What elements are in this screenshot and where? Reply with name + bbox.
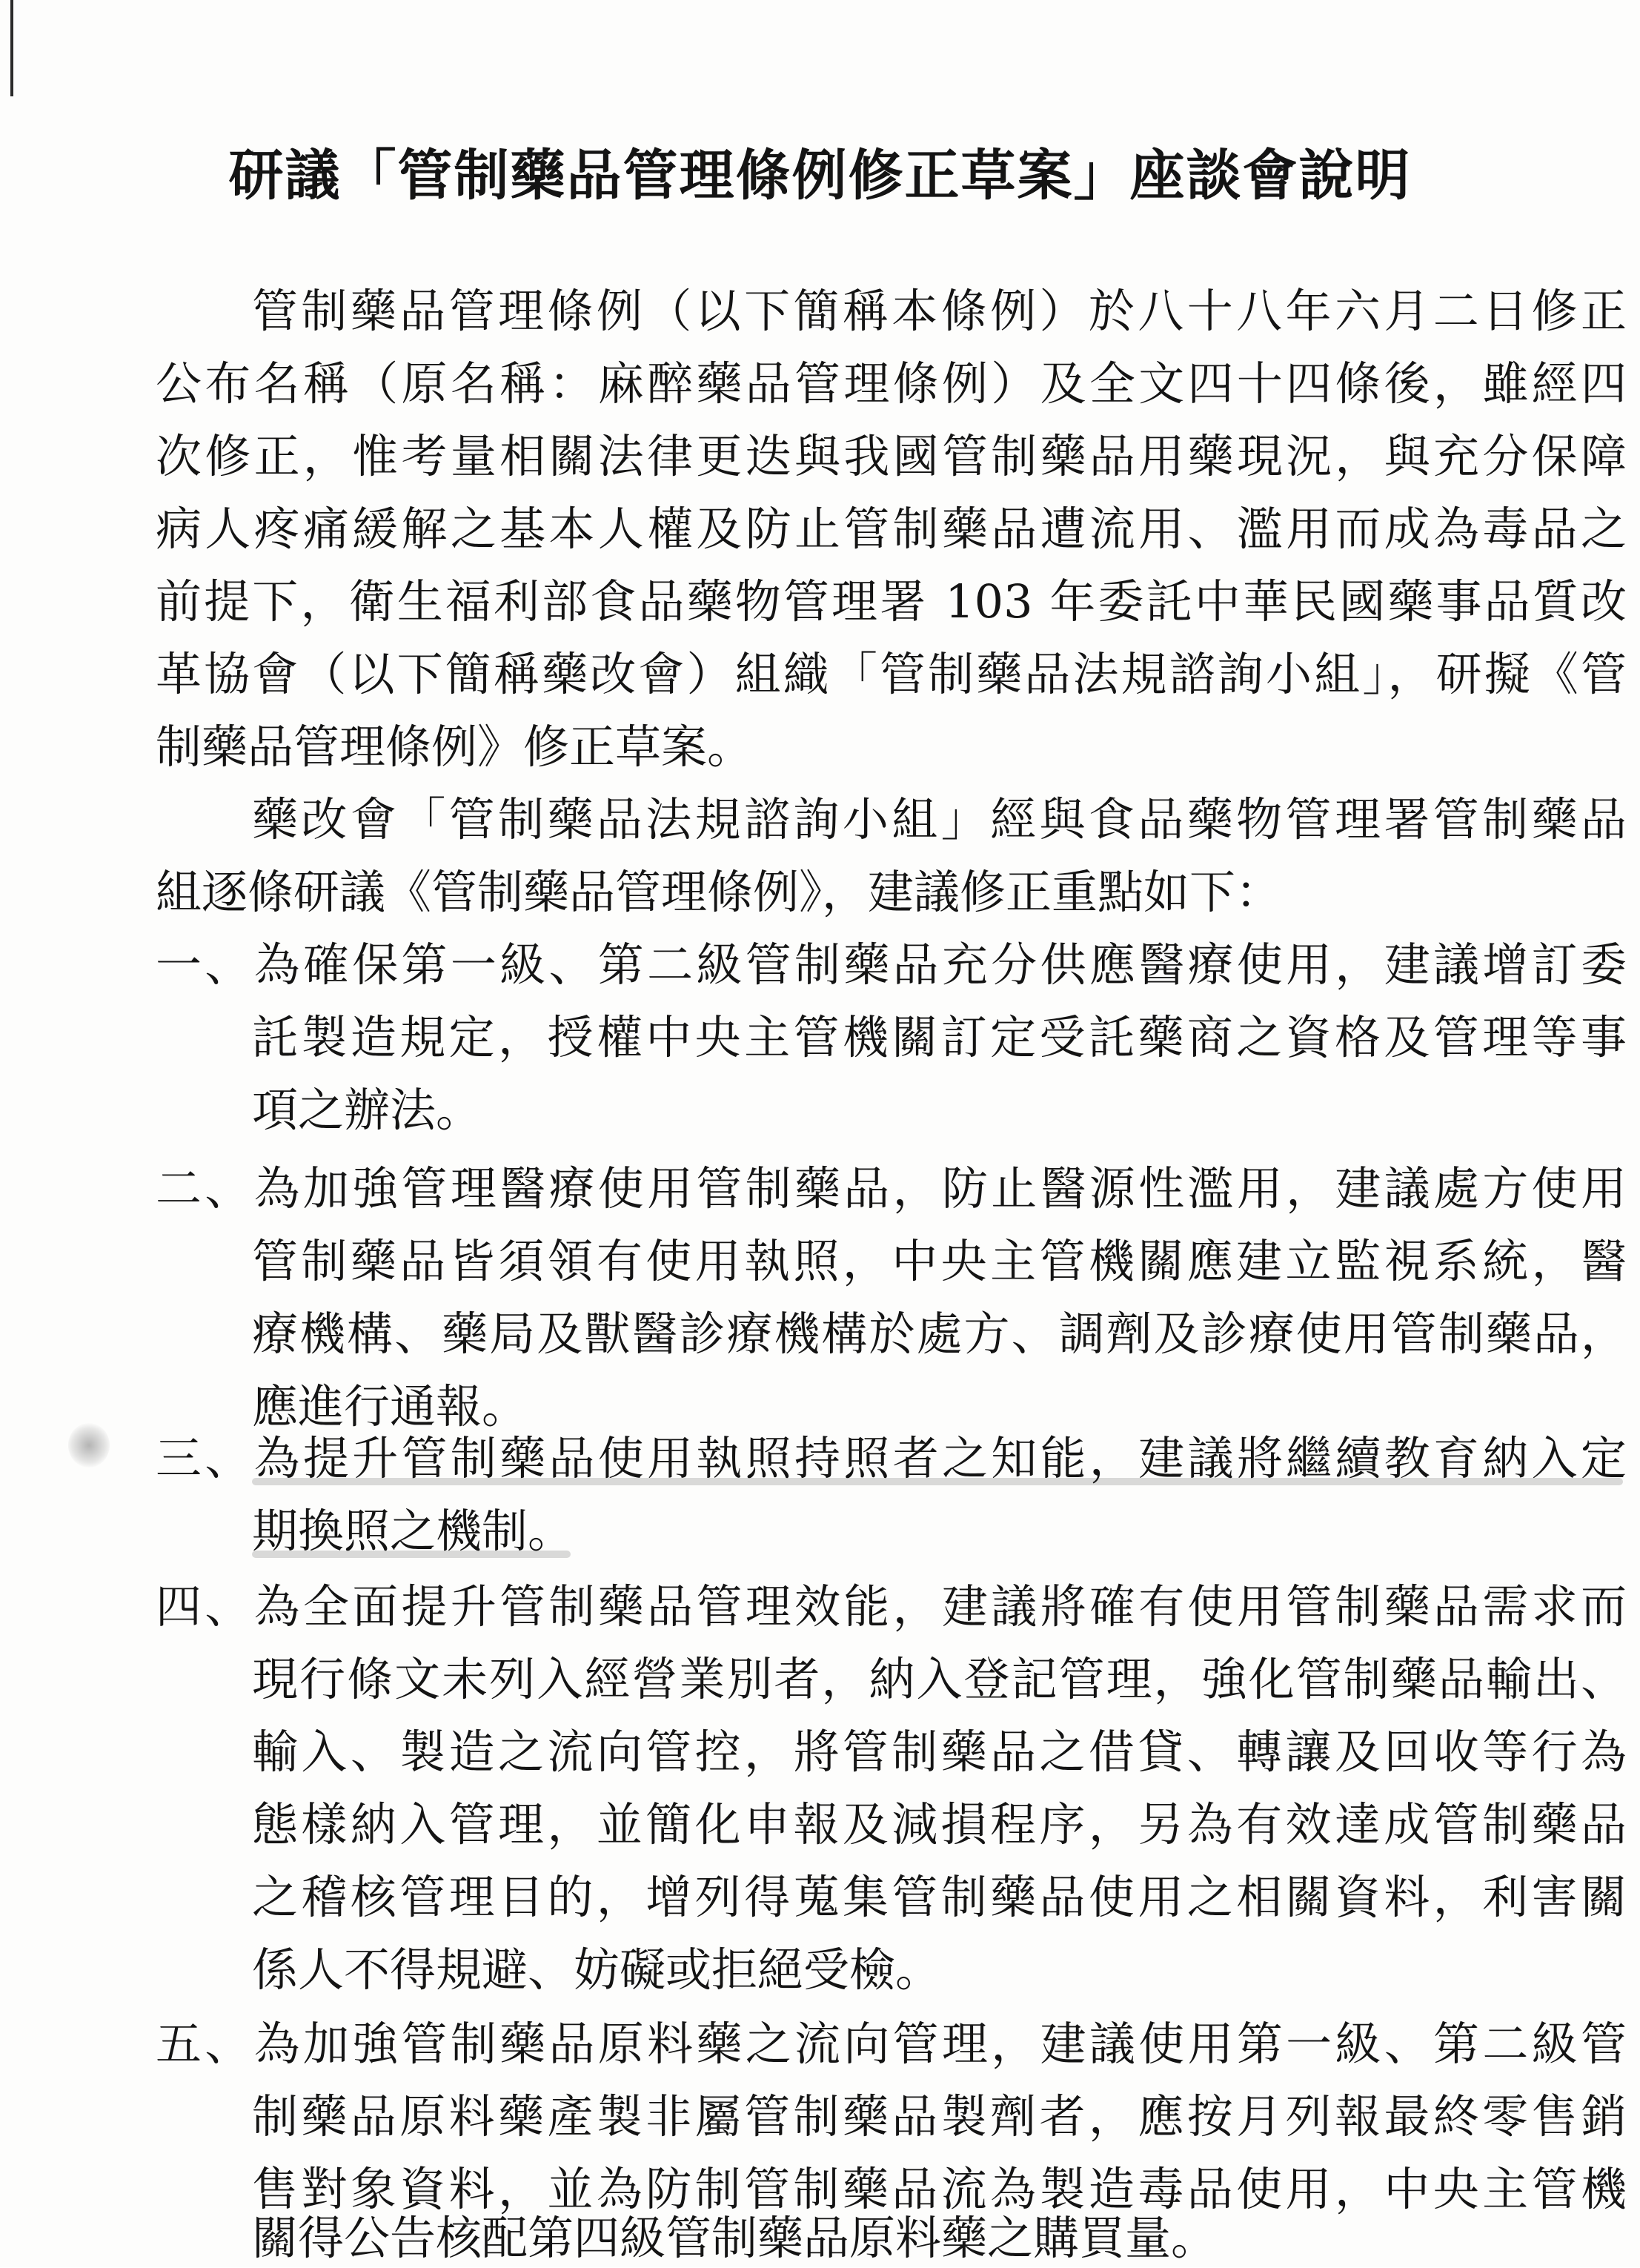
item-5-line: 五、為加強管制藥品原料藥之流向管理，建議使用第一級、第二級管	[156, 2017, 1627, 2071]
scan-edge-mark	[10, 0, 13, 96]
item-2-line: 管制藥品皆須領有使用執照，中央主管機關應建立監視系統，醫	[252, 1234, 1627, 1288]
intro-line: 病人疼痛緩解之基本人權及防止管制藥品遭流用、濫用而成為毒品之	[156, 502, 1627, 556]
item-4-line: 輸入、製造之流向管控，將管制藥品之借貸、轉讓及回收等行為	[252, 1725, 1627, 1779]
item-2-line: 療機構、藥局及獸醫診療機構於處方、調劑及診療使用管制藥品，	[252, 1307, 1627, 1361]
intro-line: 管制藥品管理條例（以下簡稱本條例）於八十八年六月二日修正	[252, 284, 1627, 338]
intro-line: 制藥品管理條例》修正草案。	[156, 720, 754, 774]
item-5-line: 制藥品原料藥產製非屬管制藥品製劑者，應按月列報最終零售銷	[252, 2089, 1627, 2143]
intro-line: 前提下，衛生福利部食品藥物管理署 103 年委託中華民國藥事品質改	[156, 574, 1627, 629]
item-1-line: 託製造規定，授權中央主管機關訂定受託藥商之資格及管理等事	[252, 1010, 1627, 1064]
item-3-line: 期換照之機制。	[252, 1504, 574, 1558]
item-5-line: 售對象資料，並為防制管制藥品流為製造毒品使用，中央主管機	[252, 2162, 1627, 2216]
intro-line: 革協會（以下簡稱藥改會）組織「管制藥品法規諮詢小組」，研擬《管	[156, 647, 1627, 701]
intro-line: 次修正，惟考量相關法律更迭與我國管制藥品用藥現況，與充分保障	[156, 429, 1627, 483]
ink-smudge	[68, 1423, 110, 1468]
item-3-line: 三、為提升管制藥品使用執照持照者之知能，建議將繼續教育納入定	[156, 1431, 1627, 1485]
item-4-line: 態樣納入管理，並簡化申報及減損程序，另為有效達成管制藥品	[252, 1797, 1627, 1851]
second-para-line: 組逐條研議《管制藥品管理條例》，建議修正重點如下：	[156, 865, 1282, 919]
item-4-line: 現行條文未列入經營業別者，納入登記管理，強化管制藥品輸出、	[252, 1652, 1627, 1706]
item-4-line: 四、為全面提升管制藥品管理效能，建議將確有使用管制藥品需求而	[156, 1579, 1627, 1634]
item-2-line: 應進行通報。	[252, 1379, 528, 1433]
document-title: 研議「管制藥品管理條例修正草案」座談會說明	[228, 144, 1412, 208]
second-para-line: 藥改會「管制藥品法規諮詢小組」經與食品藥物管理署管制藥品	[252, 792, 1627, 846]
item-1-line: 項之辦法。	[252, 1083, 482, 1137]
intro-line: 公布名稱（原名稱：麻醉藥品管理條例）及全文四十四條後，雖經四	[156, 357, 1627, 411]
item-4-line: 之稽核管理目的，增列得蒐集管制藥品使用之相關資料，利害關	[252, 1870, 1627, 1924]
item-2-line: 二、為加強管理醫療使用管制藥品，防止醫源性濫用，建議處方使用	[156, 1161, 1627, 1216]
item-4-line: 係人不得規避、妨礙或拒絕受檢。	[252, 1943, 942, 1997]
item-1-line: 一、為確保第一級、第二級管制藥品充分供應醫療使用，建議增訂委	[156, 938, 1627, 992]
item-5-line: 關得公告核配第四級管制藥品原料藥之購買量。	[252, 2211, 1218, 2265]
